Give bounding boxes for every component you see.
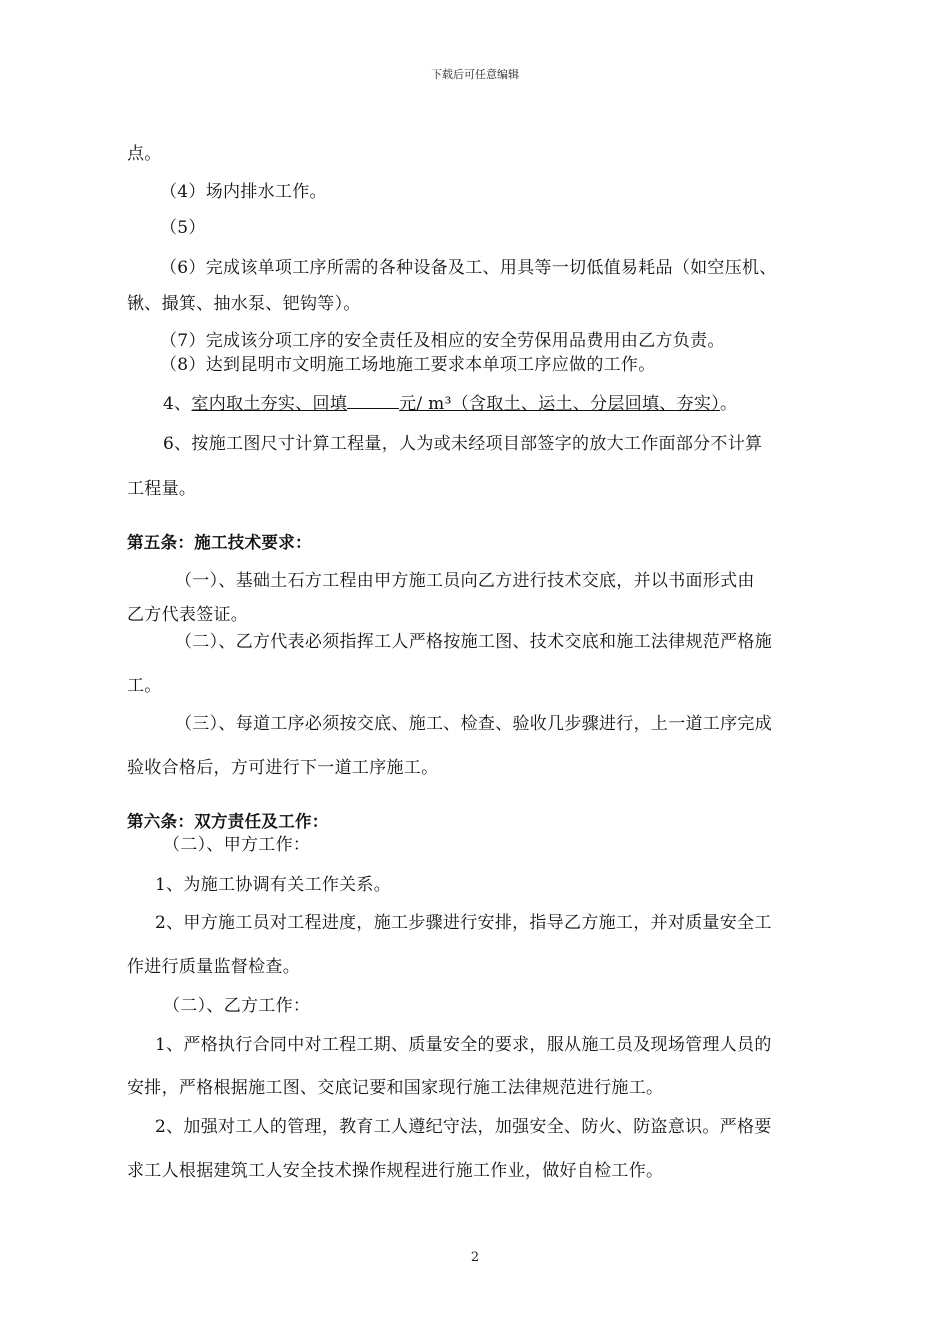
paragraph-line	[163, 393, 737, 415]
paragraph-line: 1、为施工协调有关工作关系。	[155, 875, 392, 895]
paragraph-line: （7）完成该分项工序的安全责任及相应的安全劳保用品费用由乙方负责。	[160, 331, 725, 351]
item-text: 室内取土夯实、回填	[191, 394, 348, 414]
paragraph-line: （二）、乙方工作：	[163, 996, 311, 1016]
paragraph-line: 工。	[127, 676, 162, 696]
paragraph-line: 1、严格执行合同中对工程工期、质量安全的要求，服从施工员及现场管理人员的	[155, 1035, 772, 1055]
section-heading-5: 第五条：施工技术要求：	[127, 533, 312, 552]
paragraph-line: （二）、乙方代表必须指挥工人严格按施工图、技术交底和施工法律规范严格施	[175, 632, 772, 652]
paragraph-line: 2、加强对工人的管理，教育工人遵纪守法，加强安全、防火、防盗意识。严格要	[155, 1117, 772, 1137]
page-header: 下载后可任意编辑	[431, 68, 519, 81]
item-unit: 元/ m³（含取土、运土、分层回填、夯实）	[399, 394, 720, 414]
paragraph-line: （一）、基础土石方工程由甲方施工员向乙方进行技术交底，并以书面形式由	[175, 571, 755, 591]
paragraph-line: （6）完成该单项工序所需的各种设备及工、用具等一切低值易耗品（如空压机、	[160, 258, 777, 278]
paragraph-line: 验收合格后，方可进行下一道工序施工。	[127, 758, 439, 778]
paragraph-line: 工程量。	[127, 479, 197, 499]
paragraph-line: 求工人根据建筑工人安全技术操作规程进行施工作业，做好自检工作。	[127, 1161, 664, 1181]
item-end: 。	[720, 394, 738, 414]
paragraph-line: 安排，严格根据施工图、交底记要和国家现行施工法律规范进行施工。	[127, 1078, 664, 1098]
paragraph-line: 点。	[127, 144, 162, 164]
section-heading-6: 第六条：双方责任及工作：	[127, 812, 329, 831]
price-blank	[347, 394, 399, 409]
paragraph-line: 2、甲方施工员对工程进度，施工步骤进行安排，指导乙方施工，并对质量安全工	[155, 913, 772, 933]
paragraph-line: 作进行质量监督检查。	[127, 957, 300, 977]
paragraph-line: （三）、每道工序必须按交底、施工、检查、验收几步骤进行，上一道工序完成	[175, 714, 772, 734]
item-description	[191, 394, 720, 414]
page-number: 2	[470, 1250, 480, 1265]
paragraph-line: 乙方代表签证。	[127, 605, 249, 625]
paragraph-line: 6、按施工图尺寸计算工程量，人为或未经项目部签字的放大工作面部分不计算	[163, 434, 763, 454]
paragraph-line: （4）场内排水工作。	[160, 182, 327, 202]
paragraph-line: （5）	[160, 218, 206, 238]
paragraph-line: （二）、甲方工作：	[163, 835, 311, 855]
item-number: 4、	[163, 394, 192, 414]
paragraph-line: （8）达到昆明市文明施工场地施工要求本单项工序应做的工作。	[160, 355, 656, 375]
paragraph-line: 锹、撮箕、抽水泵、钯钩等）。	[127, 294, 361, 314]
